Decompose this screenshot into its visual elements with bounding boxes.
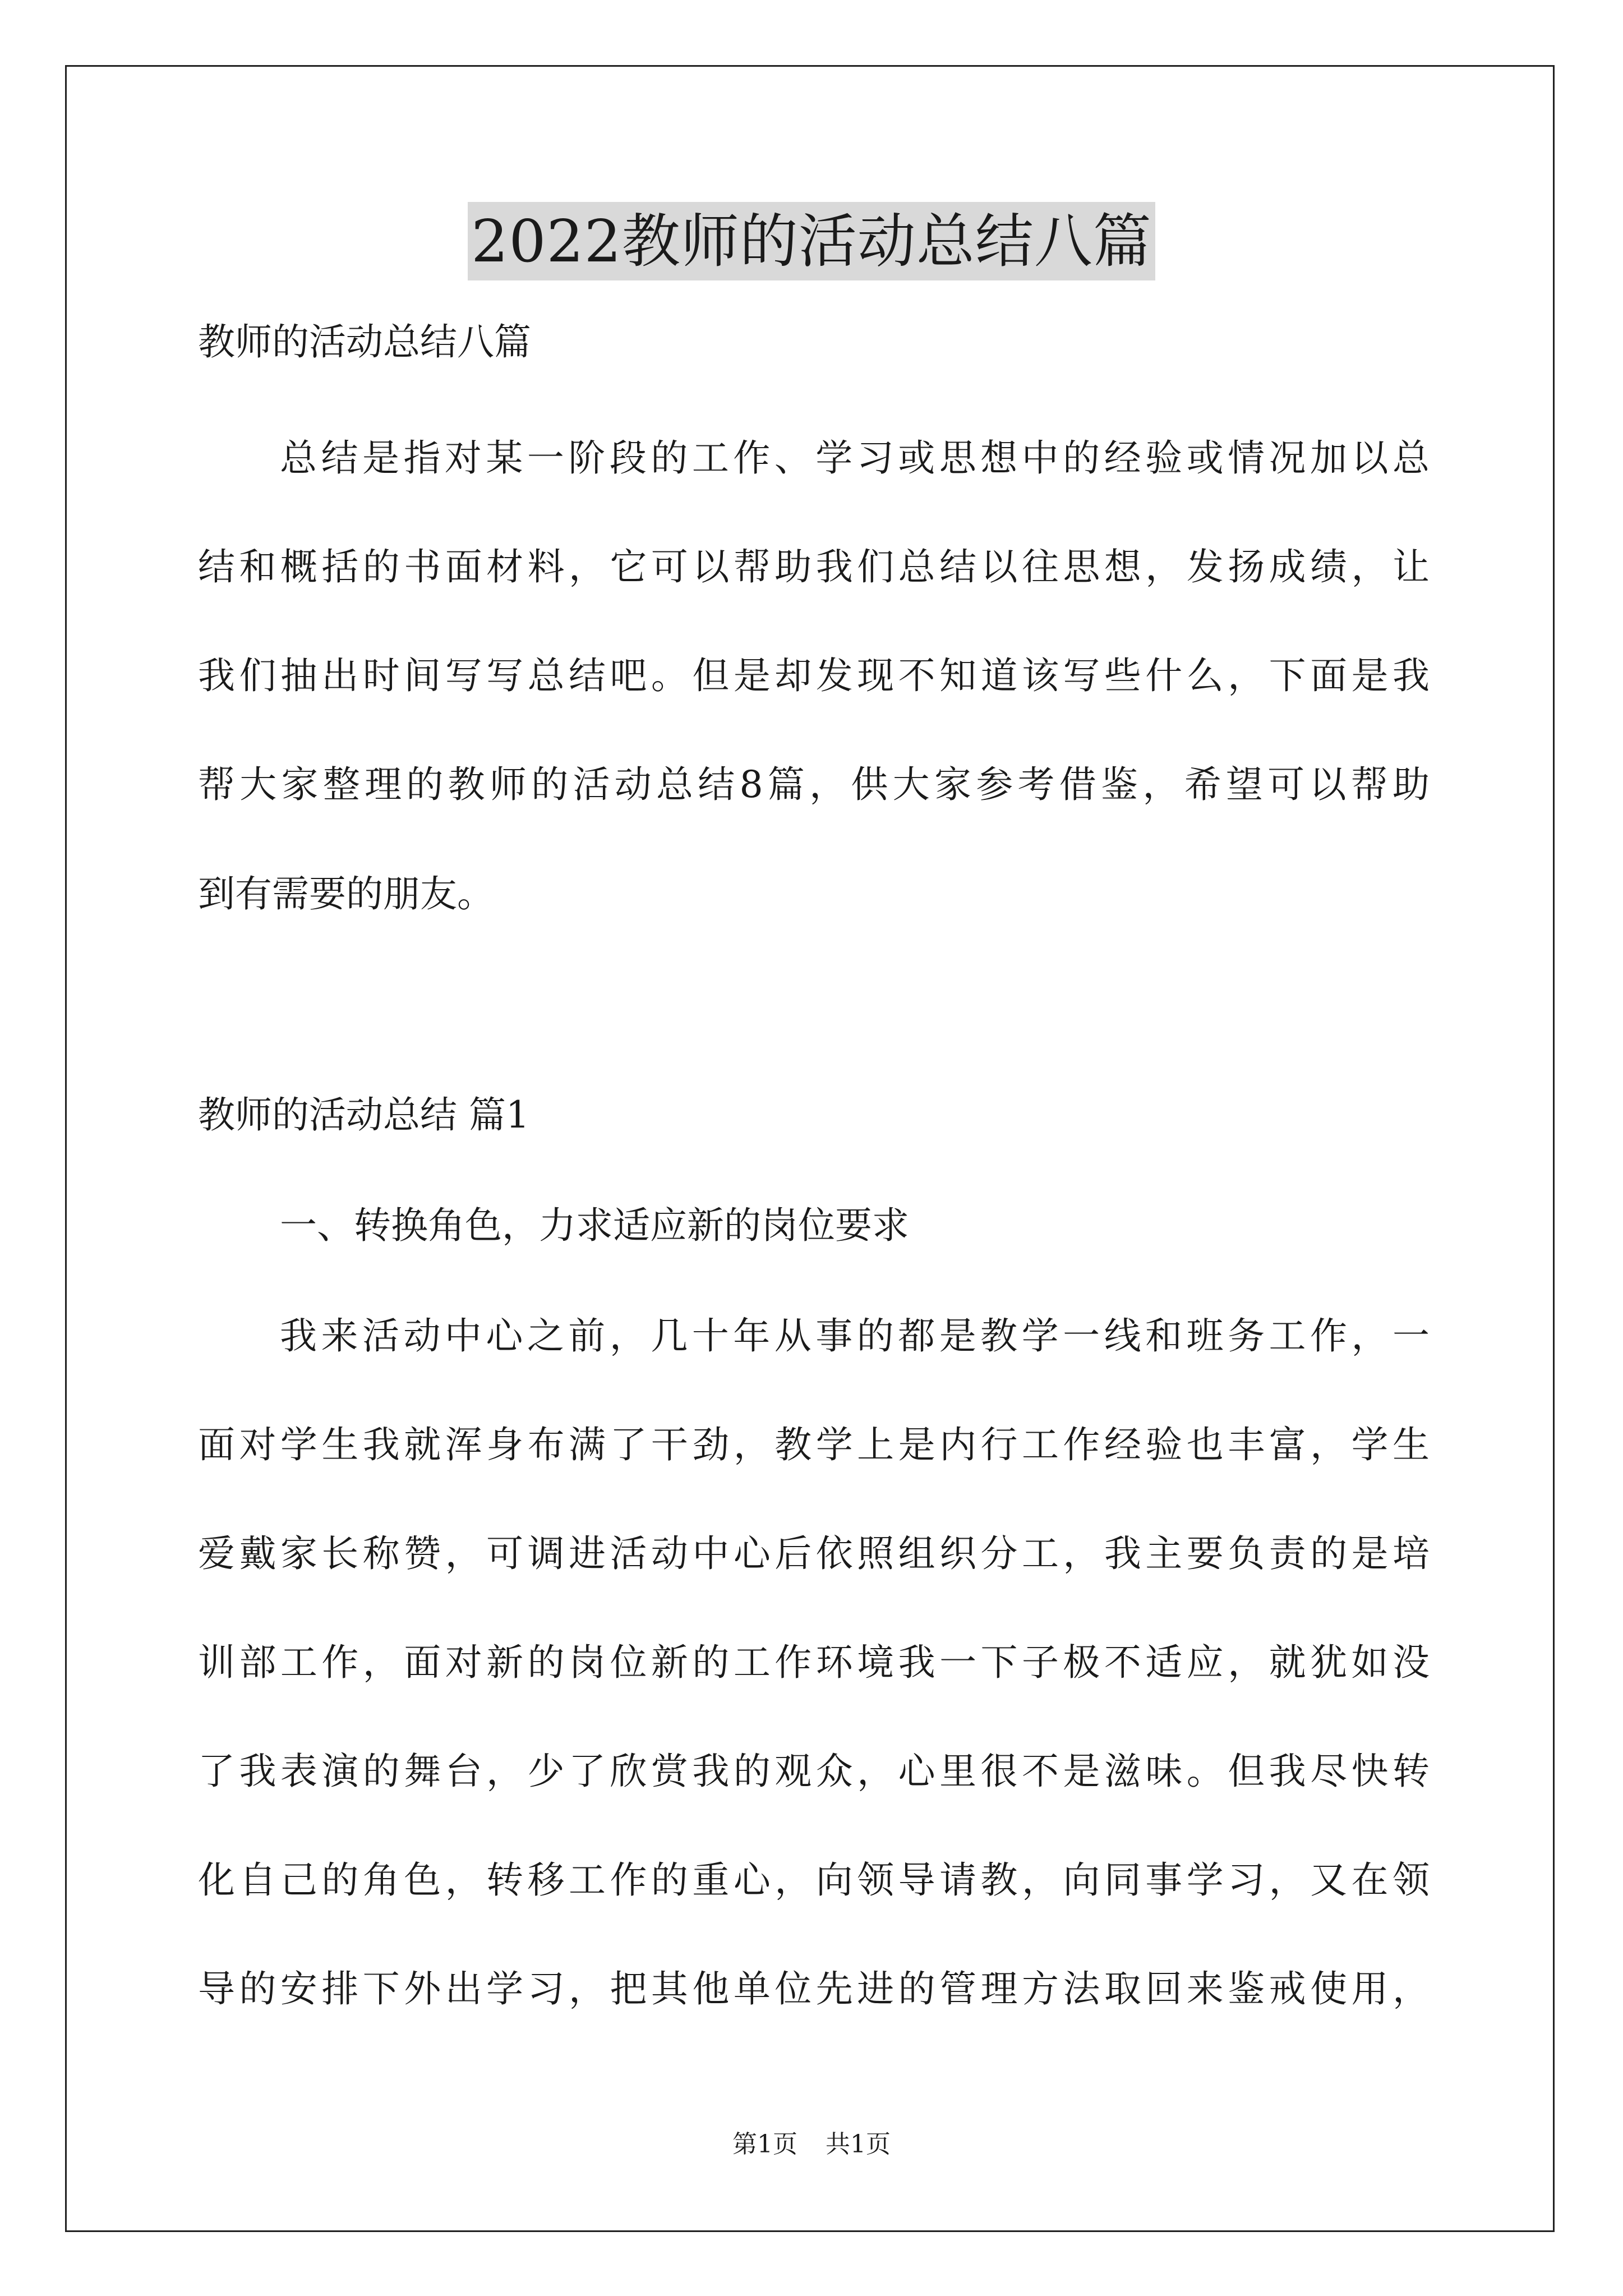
page-border bbox=[65, 65, 1555, 2232]
sub-heading: 一、转换角色，力求适应新的岗位要求 bbox=[280, 1204, 909, 1247]
subtitle-line: 教师的活动总结八篇 bbox=[198, 320, 531, 364]
body-line: 导的安排下外出学习，把其他单位先进的管理方法取回来鉴戒使用， bbox=[198, 1967, 1430, 2010]
page-footer bbox=[0, 2128, 1623, 2161]
section-heading: 教师的活动总结 篇1 bbox=[198, 1093, 529, 1137]
body-line: 总结是指对某一阶段的工作、学习或思想中的经验或情况加以总 bbox=[280, 436, 1430, 480]
body-line: 训部工作，面对新的岗位新的工作环境我一下子极不适应，就犹如没 bbox=[198, 1641, 1430, 1684]
body-line: 了我表演的舞台，少了欣赏我的观众，心里很不是滋味。但我尽快转 bbox=[198, 1750, 1430, 1793]
body-line: 化自己的角色，转移工作的重心，向领导请教，向同事学习，又在领 bbox=[198, 1858, 1430, 1902]
body-line: 我来活动中心之前，几十年从事的都是教学一线和班务工作，一 bbox=[280, 1314, 1430, 1358]
body-line: 我们抽出时间写写总结吧。但是却发现不知道该写些什么，下面是我 bbox=[198, 654, 1430, 697]
page-number: 第1页 bbox=[732, 2130, 797, 2159]
body-line: 到有需要的朋友。 bbox=[198, 872, 494, 915]
body-line: 结和概括的书面材料，它可以帮助我们总结以往思想，发扬成绩，让 bbox=[198, 545, 1430, 588]
body-line: 帮大家整理的教师的活动总结8篇，供大家参考借鉴，希望可以帮助 bbox=[198, 763, 1430, 806]
body-line: 爱戴家长称赞，可调进活动中心后依照组织分工，我主要负责的是培 bbox=[198, 1532, 1430, 1575]
page-total: 共1页 bbox=[826, 2130, 891, 2159]
title-wrap bbox=[0, 202, 1623, 280]
document-title: 2022教师的活动总结八篇 bbox=[468, 202, 1155, 280]
body-line: 面对学生我就浑身布满了干劲，教学上是内行工作经验也丰富，学生 bbox=[198, 1423, 1430, 1466]
